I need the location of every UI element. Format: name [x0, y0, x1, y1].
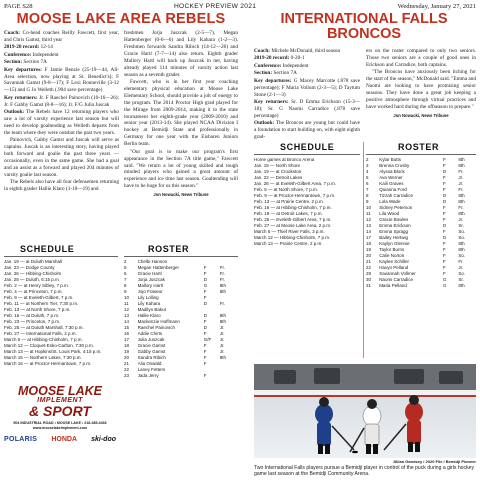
roster-position: F — [203, 318, 207, 324]
roster-position: F — [203, 264, 207, 270]
roster-position: D — [442, 222, 447, 228]
roster-number: 11 — [366, 210, 371, 216]
roster-position: D — [442, 198, 447, 204]
intl-falls-article-col1: Coach: Michele McDonald, third season 2019-20 record: 0-20-1 Conference: Independent Section: Section 7A Key departures: G Macey Marcotte (.878 save percentage); F Maria Vollum (2-3—5); D Taytum Stone (2-1—3) Key returners: Sr. D Emma Erickson (15-3—18); Sr. G Naomi Carradice (.878 save percentage) Outlook: The Broncos are young but could have a foundation to start building on, with eight eighth grad- — [254, 48, 360, 141]
roster-grade: 8th — [458, 210, 465, 216]
roster-grade: 8th — [219, 354, 226, 360]
roster-number: 8 — [124, 282, 127, 288]
roster-name: Gracie Bowles — [379, 216, 409, 222]
schedule-entry: Feb. 27 — at Moose Lake Area, 2 p.m. — [254, 222, 332, 228]
roster-number: 11 — [124, 300, 129, 306]
roster-position: F — [442, 240, 446, 246]
moose-lake-article-col1: Coach: Co-head coaches Reilly Fawcett, first year, and Chris Gamst, third year 2019-20 record: 12-14 Conference: Independent Section: Section 7A Key departures: F Jamie Benzie (25-19—44, All-Area selection, now playing at St. Benedict's); F Savannah Gamst (9-8—17); F Lexi Bonneville (3-12—15) and G Jo Welleth (.904 save percentage) Key returners: Jr. F Raechel Painovich (10-16—26); Jr. F Gabby Gamst (8-8—16); Jr. F/G Julia Juscak Outlook: The Rebels have 12 returning players who saw a lot of varsity experience last season but will need to develop goaltending as Welleth departs from the team where they were outshot the past two years. Painovich, Gabby Gamst and Juscak will serve as captains. Juscak is an interesting story, having played both forward and goalie the past three years — occasionally, even in the same game. She had a goal and an assist as a forward and played 204 minutes of varsity goalie last season. The Rebels also have all four defensemen returning in eighth grader Hallie Klaro (1-18—19) and — [4, 30, 120, 193]
roster-grade: Jr. — [219, 336, 225, 342]
roster-position: D — [203, 312, 208, 318]
roster-number: 18 — [366, 240, 372, 246]
roster-position: G/F — [203, 336, 212, 342]
roster-grade: 8th — [458, 198, 465, 204]
roster-number: 10 — [366, 204, 372, 210]
roster-name: Lola Wade — [379, 198, 401, 204]
schedule-entry: Jan. 28 — Duluth, 6:15 p.m. — [4, 276, 61, 282]
roster-number: 5 — [124, 264, 127, 270]
schedule-entry: Feb. 13 — at North Shore, 7 p.m. — [4, 306, 71, 312]
divider — [254, 154, 360, 155]
roster-grade: Fr. — [458, 186, 464, 192]
schedule-entry: Home games at Bronco Arena — [254, 157, 315, 162]
schedule-entry: March 13 — at Hopkins/St. Louis Park, 4:15 p.m. — [4, 348, 102, 354]
roster-position: F — [442, 264, 446, 270]
schedule-entry: Jan. 19 — at Crookston — [254, 168, 302, 174]
schedule-entry: Feb. 13 — at Prairie Centre, 2 p.m. — [254, 198, 325, 204]
page-folio — [4, 2, 476, 11]
roster-name: Mackenzie Hoffmann — [137, 318, 180, 324]
schedule-entry: March 5 — at Hibbing-Chisholm, 7 p.m. — [4, 336, 83, 342]
roster-number: 20 — [124, 354, 130, 360]
roster-grade: So. — [458, 252, 466, 258]
roster-position: F — [203, 330, 207, 336]
roster-grade: Jr. — [458, 216, 464, 222]
roster-number: 15 — [124, 324, 130, 330]
intl-falls-roster-list — [366, 157, 476, 289]
international-falls-headline — [252, 12, 476, 42]
roster-number: 19 — [124, 348, 130, 354]
headline-line-1: INTERNATIONAL FALLS — [280, 11, 448, 27]
roster-position: F — [442, 186, 446, 192]
roster-name: Mallory Hartl — [137, 282, 163, 288]
roster-number: 10 — [124, 294, 130, 300]
hockey-game-photo — [254, 364, 476, 458]
roster-position: D — [442, 234, 447, 240]
intl-falls-roster-title: ROSTER — [398, 142, 440, 152]
photo-illustration — [254, 364, 476, 458]
intl-falls-schedule-list — [254, 157, 362, 247]
moose-lake-roster-list — [124, 259, 238, 379]
roster-number: 14 — [366, 228, 372, 234]
roster-position: D — [203, 324, 208, 330]
moose-lake-roster-title: ROSTER — [148, 244, 190, 254]
roster-name: Alia Oswald — [137, 360, 162, 366]
roster-position: F — [203, 354, 207, 360]
schedule-entry: Feb. 25 — Eveleth-Gilbert Area, 7 p.m. — [254, 216, 332, 222]
roster-position: F — [442, 246, 446, 252]
roster-grade: Fr. — [219, 264, 225, 270]
roster-position: G — [442, 282, 447, 288]
roster-name: Brenna Crosby — [379, 162, 410, 168]
roster-name: Taylor Burns — [379, 246, 405, 252]
roster-number: 9 — [366, 198, 369, 204]
roster-grade: Jr. — [458, 264, 464, 270]
schedule-entry: Feb. 25 — at Duluth Marshall, 7:30 p.m. — [4, 324, 84, 330]
roster-name: Jojo Fraseur — [137, 288, 163, 294]
moose-lake-schedule-title: SCHEDULE — [20, 244, 75, 254]
roster-name: Kaylee Schiller — [379, 258, 409, 264]
roster-grade: 8th — [458, 157, 465, 162]
roster-position: G — [442, 276, 447, 282]
roster-number: 22 — [124, 366, 130, 372]
roster-number: 18 — [124, 342, 130, 348]
roster-number: 20 — [366, 252, 372, 258]
roster-name: Alyssa Block — [379, 168, 405, 174]
roster-grade: 8th — [219, 288, 226, 294]
roster-number: 6 — [366, 180, 369, 186]
roster-number: 19 — [366, 246, 372, 252]
byline: Jon Nowacki, News Tribune — [153, 192, 209, 198]
roster-grade — [220, 373, 238, 379]
schedule-entry: Feb. 16 — at Hibbing-Chisholm, 7 p.m. — [254, 204, 332, 210]
photo-caption: Two International Falls players pursue a Bemidji player in control of the puck during a girls hockey game last season at the Bemidji Community Arena. — [254, 465, 474, 478]
roster-name: Calie Norton — [379, 252, 405, 258]
roster-name: Savannah Vollmer — [379, 270, 416, 276]
schedule-entry: Feb. 27 — International Falls, 2 p.m. — [4, 330, 77, 336]
roster-name: Kaylyn Glennie — [379, 240, 410, 246]
schedule-entry: Feb. 19 — at Detroit Lakes, 7 p.m. — [254, 210, 323, 216]
schedule-entry: March 13 — Prairie Centre, 2 p.m. — [254, 240, 323, 246]
roster-grade: Sr. — [458, 222, 464, 228]
roster-number: 16 — [124, 330, 130, 336]
roster-number: 13 — [366, 222, 372, 228]
roster-number: 17 — [124, 336, 130, 342]
roster-grade: Jr. — [219, 342, 225, 348]
roster-name: Addie Chirts — [137, 330, 163, 336]
honda-logo: HONDA — [51, 435, 77, 443]
column-divider — [363, 142, 364, 358]
roster-name: Gabby Gamst — [137, 348, 166, 354]
photo-credit: Jillian Gandsey / 2020 File / Bemidji Pioneer — [392, 459, 476, 464]
schedule-entry: Feb. 5 — at North Shore, 7 p.m. — [254, 186, 319, 192]
roster-name: Laney Fetters — [137, 366, 166, 372]
schedule-entry: March 6 — Thief River Falls, 3 p.m. — [254, 228, 325, 234]
roster-name: Maria Pelland — [379, 282, 407, 288]
roster-position: F — [442, 252, 446, 258]
roster-position: F — [442, 204, 446, 210]
roster-position: G — [203, 282, 208, 288]
schedule-entry: Feb. 9 — at Eveleth-Gilbert, 7 p.m. — [4, 294, 74, 300]
roster-position: D — [442, 192, 447, 198]
roster-number: 12 — [366, 216, 372, 222]
roster-grade: So. — [458, 270, 466, 276]
roster-number: 29 — [366, 270, 372, 276]
roster-position: F — [203, 372, 207, 378]
roster-number: 12 — [124, 306, 130, 312]
roster-name: Lila Wood — [379, 210, 400, 216]
roster-name: Kaili Graves — [379, 180, 404, 186]
roster-grade: Fr. — [458, 258, 464, 264]
roster-name: Jada Jerry — [137, 372, 159, 378]
ad-brand-logo: MOOSE LAKE IMPLEMENT & SPORT — [17, 384, 103, 419]
roster-position: F — [203, 270, 207, 276]
roster-position: F — [442, 228, 446, 234]
roster-name: Tizzah Carradice — [379, 192, 414, 198]
moose-lake-implement-ad — [4, 386, 116, 476]
divider — [124, 256, 238, 257]
skidoo-logo: ski-doo — [91, 435, 116, 443]
roster-grade: Jr. — [219, 348, 225, 354]
divider — [4, 256, 118, 257]
roster-position: F — [203, 360, 207, 366]
roster-number: 21 — [124, 360, 130, 366]
issue-date: Wednesday, January 27, 2021 — [397, 3, 476, 10]
schedule-row — [254, 241, 362, 247]
roster-position: F — [442, 180, 446, 186]
moose-lake-schedule-list — [4, 259, 120, 367]
roster-name: Lily Lolling — [137, 294, 159, 300]
roster-grade: Fr. — [458, 204, 464, 210]
roster-position: D — [203, 276, 208, 282]
roster-name: Naomi Carradice — [379, 276, 413, 282]
roster-name: Jorja Juszcak — [137, 276, 165, 282]
roster-grade: 8th — [219, 312, 226, 318]
schedule-entry: March 12 — Hibbing-Chisholm, 7 p.m. — [254, 234, 331, 240]
schedule-entry: Jan. 26 — Hibbing-Chisholm — [4, 270, 62, 276]
roster-name: Gracie Gamst — [137, 342, 166, 348]
roster-name: Chelbi Hanson — [137, 259, 168, 264]
roster-position: D — [203, 300, 208, 306]
roster-number: 22 — [366, 264, 372, 270]
roster-name: Hallie Klaro — [137, 312, 161, 318]
schedule-entry: March 12 — Cloquet-Esko-Carlton, 7:30 p.m. — [4, 342, 95, 348]
roster-grade: 8th — [458, 192, 465, 198]
roster-grade: Fr. — [219, 270, 225, 276]
schedule-entry: Feb. 23 — Princeton, 7 p.m. — [4, 318, 61, 324]
roster-grade: Jr. — [458, 180, 464, 186]
roster-position: D — [442, 168, 447, 174]
schedule-entry: Jan. 23 — Dodge County — [4, 264, 55, 270]
roster-position: F — [203, 294, 207, 300]
roster-grade: So. — [458, 228, 466, 234]
roster-number: 3 — [366, 162, 369, 168]
roster-number: 9 — [124, 288, 127, 294]
polaris-logo: POLARIS — [4, 435, 38, 443]
schedule-entry: Feb. 2 — at Henry Sibley, 7 p.m. — [4, 282, 69, 288]
intl-falls-article-col2: ers on the roster compared to only two seniors. Those two seniors are a couple of good ones in Erickson and Carradice, both captains. "The Broncos have anxiously been itching for the start of the season," McDonald said. "Emma and Naomi are looking to have promising senior seasons. They have done a great job keeping a positive atmosphere through virtual practices and have worked hard during the offseason to prepare." Jon Nowacki, News Tribune — [366, 48, 476, 118]
roster-number: 7 — [366, 186, 369, 192]
roster-position: F — [442, 270, 446, 276]
roster-number: 21 — [366, 258, 372, 264]
schedule-entry: Feb. 11 — at Northern Tier, 7:30 p.m. — [4, 300, 79, 306]
roster-number: 30 — [366, 276, 372, 282]
roster-name: Havyn Pelland — [379, 264, 409, 270]
roster-position: F — [203, 348, 207, 354]
roster-name: Raechel Painovich — [137, 324, 175, 330]
roster-grade: Jr. — [219, 324, 225, 330]
roster-grade: 8th — [458, 246, 465, 252]
roster-grade: Sr. — [458, 276, 464, 282]
roster-position: F — [442, 174, 446, 180]
schedule-entry: Feb. 4 — at Princeton, 7 p.m. — [4, 288, 63, 294]
roster-number: 17 — [366, 234, 372, 240]
roster-number: 2 — [124, 259, 127, 264]
roster-number: 31 — [366, 282, 372, 288]
roster-position: F — [442, 258, 446, 264]
roster-name: Ava Werner — [379, 174, 403, 180]
roster-grade: 8th — [219, 318, 226, 324]
byline: Jon Nowacki, News Tribune — [393, 112, 449, 118]
ad-contact: 504 INDUSTRIAL ROAD • MOOSE LAKE • 218-485-4466 www.mooselakeimplement.com — [13, 420, 107, 430]
section-name: HOCKEY PREVIEW 2021 — [174, 3, 257, 10]
divider — [366, 154, 476, 155]
roster-number: 5 — [366, 174, 369, 180]
roster-name: Quianna Ford — [379, 186, 407, 192]
roster-number: 2 — [366, 157, 369, 162]
roster-name: Bailey Hertwig — [379, 234, 408, 240]
moose-lake-headline: MOOSE LAKE AREA REBELS — [16, 11, 226, 27]
roster-grade: Fr. — [219, 276, 225, 282]
headline-line-2: BRONCOS — [326, 25, 402, 42]
roster-number: 23 — [124, 372, 130, 378]
ad-brand-logos — [4, 436, 116, 443]
moose-lake-article-col2: freshmen Jorja Juszcak (2-5—7), Megan Hattenberger (0-6—6) and Lily Kahara (1-2—3). Freshmen forwards Sandra Ribich (14-12—26) and Gracie Hartl (7-7—14) also return. Eighth grader Mallory Hartl will back up Juszcak in net, having already played 114 minutes of varsity action last season as a seventh grader. Fawcett, who is in her first year coaching elementary physical education at Moose Lake Elementary School, should provide a jolt of energy to the program. The 2014 Proctor High grad played for the Mirage from 2009-2014, making it to the state tournament her eighth-grade year (2009-2010) and senior year (2013-14). She played NCAA Division I hockey at Bemidji State and professionally in Germany for one year with the Eisbaren Juniors Berlin team. "Our goal is to make our program's first appearance in the Section 7A title game," Fawcett said. "We return a lot of young skilled and tough minded players who gained a great amount of experience and ice time last season. Goaltending will have to be huge for us this season." Jon Nowacki, News Tribune — [124, 30, 238, 198]
roster-name: Emma Spragg — [379, 228, 408, 234]
roster-row — [124, 373, 238, 379]
roster-row — [366, 283, 476, 289]
roster-grade: Fr. — [458, 168, 464, 174]
roster-grade: Jr. — [219, 330, 225, 336]
roster-name: Madilyn Bakut — [137, 306, 166, 312]
roster-grade: 8th — [458, 240, 465, 246]
schedule-entry: Feb. 16 — at Duluth, 7 p.m. — [4, 312, 60, 318]
schedule-entry: Jan. 22 — Detroit Lakes — [254, 174, 303, 180]
roster-name: Gracie Hartl — [137, 270, 162, 276]
roster-name: Emma Erickson — [379, 222, 411, 228]
roster-grade: Jr. — [458, 174, 464, 180]
roster-name: Kylar Butts — [379, 157, 401, 162]
roster-number: 8 — [366, 192, 369, 198]
roster-name: Megan Hattenberger — [137, 264, 179, 270]
schedule-row — [4, 361, 120, 367]
roster-name: Julia Juszcak — [137, 336, 165, 342]
page-number: PAGE S28 — [4, 3, 33, 10]
roster-number: 7 — [124, 276, 127, 282]
roster-grade: So. — [458, 234, 466, 240]
roster-position: F — [203, 342, 207, 348]
roster-number: 14 — [124, 318, 130, 324]
schedule-entry: Feb. 9 — at Proctor-Hermantown, 7 p.m. — [254, 192, 336, 198]
intl-falls-schedule-title: SCHEDULE — [280, 142, 335, 152]
roster-number: 6 — [124, 270, 127, 276]
schedule-entry: March 15 — Northern Lakes, 7:30 p.m. — [4, 354, 82, 360]
schedule-entry: March 16 — at Proctor-Hermantown, 7 p.m. — [4, 360, 92, 366]
roster-position: F — [442, 216, 446, 222]
schedule-entry: Jan. 19 — at Duluth Marshall — [4, 259, 63, 264]
roster-name: Sandra Ribich — [137, 354, 166, 360]
roster-grade: 8th — [458, 282, 465, 288]
roster-name: Lily Kahara — [137, 300, 161, 306]
roster-number: 4 — [366, 168, 369, 174]
schedule-entry: Jan. 15 — North Shore — [254, 162, 301, 168]
roster-position: F — [203, 288, 207, 294]
roster-position: F — [442, 210, 446, 216]
roster-grade: Fr. — [219, 300, 225, 306]
roster-grade: 8th — [219, 282, 226, 288]
schedule-entry: Jan. 26 — at Eveleth-Gilbert Area, 7 p.m. — [254, 180, 337, 186]
roster-position: F — [442, 162, 446, 168]
roster-number: 13 — [124, 312, 130, 318]
roster-name: Sidney Peterson — [379, 204, 413, 210]
roster-position: F — [442, 157, 446, 162]
roster-grade: 8th — [458, 162, 465, 168]
